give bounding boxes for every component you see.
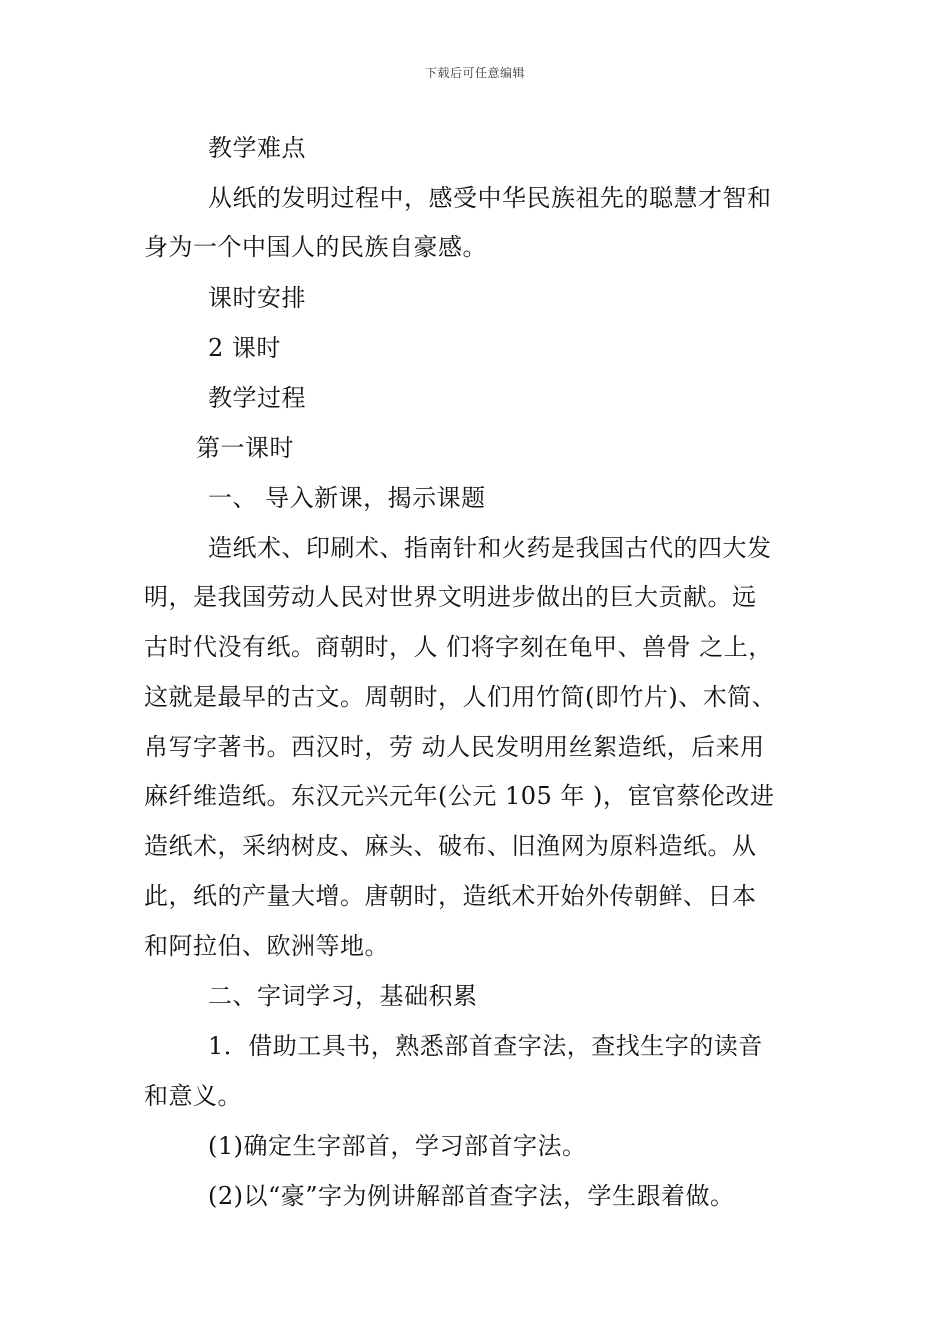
paragraph-line: 麻纤维造纸。东汉元兴元年(公元 105 年 )，宦官蔡伦改进 [144, 782, 775, 810]
step-heading: 一、 导入新课，揭示课题 [208, 484, 486, 512]
schedule-value: 2 课时 [208, 334, 281, 362]
paragraph-line: 造纸术、印刷术、指南针和火药是我国古代的四大发 [208, 534, 772, 562]
paragraph-line: 身为一个中国人的民族自豪感。 [144, 233, 487, 261]
list-item-continuation: 和意义。 [144, 1082, 242, 1110]
section-heading-process: 教学过程 [208, 384, 306, 412]
step-heading: 二、字词学习，基础积累 [208, 982, 478, 1010]
page-header: 下载后可任意编辑 [424, 66, 525, 80]
lesson-heading: 第一课时 [196, 434, 294, 462]
sub-list-item: (1)确定生字部首，学习部首字法。 [208, 1132, 587, 1160]
paragraph-line: 造纸术，采纳树皮、麻头、破布、旧渔网为原料造纸。从 [144, 832, 757, 860]
paragraph-line: 古时代没有纸。商朝时，人 们将字刻在龟甲、兽骨 之上， [144, 633, 773, 661]
paragraph-line: 从纸的发明过程中，感受中华民族祖先的聪慧才智和 [208, 184, 772, 212]
section-heading-difficulty: 教学难点 [208, 134, 306, 162]
list-item: 1．借助工具书，熟悉部首查字法，查找生字的读音 [208, 1032, 763, 1060]
paragraph-line: 此，纸的产量大增。唐朝时，造纸术开始外传朝鲜、日本 [144, 882, 757, 910]
paragraph-line: 和阿拉伯、欧洲等地。 [144, 932, 389, 960]
sub-list-item: (2)以“豪”字为例讲解部首查字法，学生跟着做。 [208, 1182, 735, 1210]
paragraph-line: 帛写字著书。西汉时，劳 动人民发明用丝絮造纸，后来用 [144, 733, 765, 761]
paragraph-line: 明，是我国劳动人民对世界文明进步做出的巨大贡献。远 [144, 583, 757, 611]
paragraph-line: 这就是最早的古文。周朝时，人们用竹简(即竹片)、木简、 [144, 683, 777, 711]
section-heading-schedule: 课时安排 [208, 284, 306, 312]
